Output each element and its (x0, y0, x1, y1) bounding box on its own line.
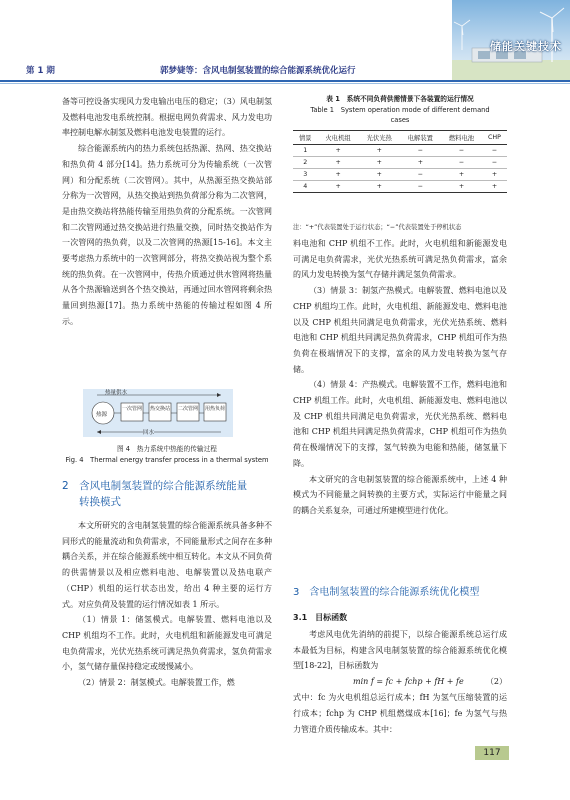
table-cell: + (482, 181, 507, 193)
table-1-title-cn: 表 1 系统不同负荷供需情景下各装置的运行情况 (326, 95, 474, 103)
table-cell: + (359, 181, 400, 193)
table-cell: − (441, 157, 482, 169)
header-rule (0, 80, 570, 82)
table-row (293, 169, 507, 181)
table-1-grid (293, 130, 507, 193)
paragraph: 综合能源系统内的热力系统包括热源、热网、热交换站和热负荷 4 部分[14]。热力系统可分为传输系统（一次管网）和分配系统（二次管网）。其中，从热源至热交换站部分称为一次管网，从热交换站到热负荷部分称为二次管网，是由热交换站将热能传输至用热负荷的分配系统。一次管网和二次管网通过热交换站进行热量交换，同时热交换站作为一次管网的热负荷，以及二次管网的热源[15-16]。本文主要考虑热力系统中的一次管网部分，将热交换站视为整个系统的热负荷。在一次管网中，传热介质通过供水管网将热量从各个热源输送到各个热交换站，再通过回水管网将剩余热量回到热源[17]。热力系统中热能的传输过程如图 4 所示。 (62, 144, 272, 326)
table-1-title-en-line1: Table 1 System operation mode of different demand (310, 106, 490, 114)
figure-4-caption-en: Fig. 4 Thermal energy transfer process in a thermal system (65, 456, 269, 464)
secondary-net-label: 二次管网 (178, 406, 199, 412)
table-1 (293, 130, 507, 193)
table-cell: − (441, 145, 482, 157)
subsection-3-1-title: 3.1 目标函数 (293, 613, 348, 622)
objective-equation: min f = fc + fchp + fH + fe (353, 677, 464, 687)
table-cell: + (441, 169, 482, 181)
table-cell: + (359, 145, 400, 157)
figure-4 (83, 389, 233, 437)
equation-number: （2） (485, 677, 507, 687)
table-cell: 2 (293, 157, 318, 169)
heat-source-label: 热源 (96, 412, 108, 418)
table-cell: 1 (293, 145, 318, 157)
section-2-title (62, 478, 277, 510)
left-column-bottom (62, 518, 272, 691)
table-row (293, 157, 507, 169)
paragraph: （4）情景 4：产热模式。电解装置不工作，燃料电池和 CHP 机组工作。此时，火电机组、新能源发电、燃料电池以及 CHP 机组共同满足电负荷需求，光伏光热系统、燃料电池和 CHP 机组共同满足热负荷需求，CHP 机组可作为热负荷在极端情况下的支撑，氢气转换为电能和热能，储氢量下降。 (293, 380, 507, 468)
banner-label: 储能关键技术 (490, 40, 562, 53)
paragraph: （2）情景 2：制氢模式。电解装置工作，燃 (78, 678, 235, 688)
paragraph: 料电池和 CHP 机组不工作。此时，火电机组和新能源发电可满足电负荷需求，光伏光热系统可满足热负荷需求，富余的风力发电转换为氢气存储并满足氢负荷需求。 (293, 239, 507, 280)
supply-label: 热量供水 (105, 390, 128, 396)
issue-number: 第 1 期 (26, 66, 55, 76)
paragraph: 本文所研究的含电制氢装置的综合能源系统具备多种不同形式的能量流动和负荷需求，不同能量形式之间存在多种耦合关系，并在综合能源系统中相互转化。本文从不同负荷的供需情景以及相应燃料电池、电解装置以及热电联产（CHP）机组的运行状态出发，给出 4 种主要的运行方式。对应负荷及装置的运行情况如表 1 所示。 (62, 521, 272, 609)
table-row (293, 145, 507, 157)
table-row (293, 181, 507, 193)
table-cell: + (318, 157, 359, 169)
page-number: 117 (475, 746, 509, 760)
table-1-note: 注：“+”代表装置处于运行状态；“−”代表装置处于停机状态 (293, 224, 462, 231)
table-header-cell: 情景 (293, 131, 318, 145)
primary-net-label: 一次管网 (122, 406, 143, 412)
table-cell: − (400, 145, 441, 157)
exchange-station-label: 热交换站 (150, 406, 171, 412)
table-cell: − (482, 157, 507, 169)
paragraph: （1）情景 1：储氢模式。电解装置、燃料电池以及 CHP 机组均不工作。此时，火电机组和新能源发电可满足电负荷需求，光伏光热系统可满足热负荷需求，氢负荷需求小，氢气储存量保持稳定或缓慢减小。 (62, 615, 272, 672)
table-cell: − (400, 181, 441, 193)
table-header-cell: CHP (482, 131, 507, 145)
table-cell: + (359, 157, 400, 169)
table-header-cell: 电解装置 (400, 131, 441, 145)
table-header-row (293, 131, 507, 145)
right-column-top (293, 236, 507, 519)
table-cell: + (400, 157, 441, 169)
running-title: 郭梦婕等：含风电制氢装置的综合能源系统优化运行 (160, 66, 356, 76)
equation-row (293, 674, 507, 690)
table-header-cell: 燃料电池 (441, 131, 482, 145)
paragraph: 备等可控设备实现风力发电输出电压的稳定；（3）风电制氢及燃料电池发电系统控制。根据电网负荷需求、风力发电功率控制电解水制氢及燃料电池发电装置的运行。 (62, 97, 272, 138)
section-2-title-line2: 转换模式 (79, 496, 121, 508)
table-cell: 3 (293, 169, 318, 181)
right-column-bottom (293, 627, 507, 737)
table-cell: + (318, 169, 359, 181)
table-header-cell: 火电机组 (318, 131, 359, 145)
table-cell: + (318, 145, 359, 157)
table-cell: + (359, 169, 400, 181)
header-rule-thin (0, 83, 570, 84)
paragraph: （3）情景 3：制氢产热模式。电解装置、燃料电池以及 CHP 机组均工作。此时，火电机组、新能源发电、燃料电池以及 CHP 机组共同满足电负荷需求，光伏光热系统、燃料电池和 CHP 机组共同满足热负荷需求，CHP 机组可作为热负荷在极端情况下的支撑，富余的风力发电转换为氢气存储。 (293, 286, 507, 374)
return-label: 回水 (143, 430, 155, 436)
paragraph: 式中：fc 为火电机组总运行成本；fH 为氢气压缩装置的运行成本；fchp 为 CHP 机组燃煤成本[16]；fe 为氢气与热力管道介质传输成本。其中： (293, 693, 507, 734)
figure-4-caption-cn: 图 4 热力系统中热能的传输过程 (116, 445, 217, 453)
table-header-cell: 光伏光热 (359, 131, 400, 145)
paragraph: 考虑风电优先消纳的前提下，以综合能源系统总运行成本最低为目标，构建含风电制氢装置的综合能源系统优化模型[18-22]，目标函数为 (293, 630, 507, 671)
section-3-title: 3 含电制氢装置的综合能源系统优化模型 (293, 587, 480, 598)
left-column-top (62, 94, 272, 330)
table-cell: + (441, 181, 482, 193)
table-cell: − (400, 169, 441, 181)
table-cell: + (482, 169, 507, 181)
table-cell: − (482, 145, 507, 157)
heat-load-label: 用热负荷 (205, 406, 226, 412)
table-cell: + (318, 181, 359, 193)
table-1-title-en (293, 105, 507, 125)
table-cell: 4 (293, 181, 318, 193)
section-2-title-line1: 2 含风电制氢装置的综合能源系统能量 (62, 480, 248, 492)
table-1-title-en-line2: cases (390, 116, 410, 124)
paragraph: 本文研究的含电制氢装置的综合能源系统中，上述 4 种模式为不同能量之间转换的主要方式，实际运行中能量之间的耦合关系复杂，可通过所建模型进行优化。 (293, 474, 507, 515)
